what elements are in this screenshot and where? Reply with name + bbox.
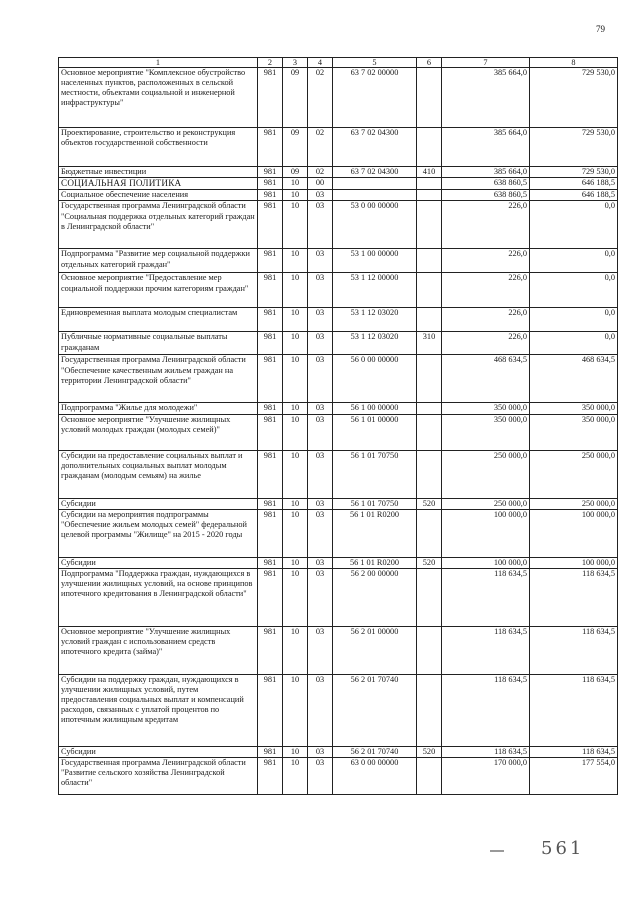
row-name: Публичные нормативные социальные выплаты гражданам [59,332,258,355]
row-code-subsection: 03 [308,201,333,249]
row-name: Государственная программа Ленинградской области "Обеспечение качественным жильем граждан на территории Ленинградской области" [59,355,258,403]
row-name: Основное мероприятие "Предоставление мер социальной поддержки прочим категориям граждан" [59,273,258,308]
row-name: Основное мероприятие "Комплексное обустройство населенных пунктов, расположенных в сельской местности, объектами социальной и инженерной инфраструктуры" [59,68,258,128]
row-code-target: 56 1 01 R0200 [333,509,417,557]
row-code-subsection: 03 [308,568,333,626]
row-code-ministry: 981 [258,68,283,128]
row-code-target: 56 2 01 70740 [333,746,417,757]
row-name: Государственная программа Ленинградской области "Развитие сельского хозяйства Ленинградской области" [59,757,258,794]
row-amount-year-1: 226,0 [442,249,530,273]
row-code-ministry: 981 [258,201,283,249]
row-code-subsection: 03 [308,403,333,414]
row-code-section: 09 [283,128,308,167]
row-code-section: 10 [283,450,308,498]
row-name: Бюджетные инвестиции [59,167,258,178]
table-row [59,355,618,403]
row-code-target: 63 7 02 00000 [333,68,417,128]
row-code-section: 10 [283,273,308,308]
table-row [59,68,618,128]
row-code-section: 10 [283,746,308,757]
row-code-subsection: 03 [308,498,333,509]
row-code-ministry: 981 [258,167,283,178]
row-code-target: 53 1 12 03020 [333,308,417,332]
header-col-8: 8 [530,58,618,68]
scan-mark [490,850,504,852]
row-code-expense-type [417,757,442,794]
table-row [59,414,618,450]
row-code-ministry: 981 [258,414,283,450]
row-code-expense-type [417,450,442,498]
row-code-subsection: 02 [308,128,333,167]
row-code-expense-type [417,674,442,746]
row-amount-year-2: 729 530,0 [530,68,618,128]
row-amount-year-2: 0,0 [530,273,618,308]
header-col-3: 3 [283,58,308,68]
row-code-section: 10 [283,568,308,626]
row-code-subsection: 03 [308,355,333,403]
row-code-expense-type [417,568,442,626]
row-name: Субсидии [59,746,258,757]
header-col-1: 1 [59,58,258,68]
row-code-ministry: 981 [258,178,283,190]
row-amount-year-2: 350 000,0 [530,403,618,414]
table-row [59,167,618,178]
row-code-subsection: 03 [308,249,333,273]
row-amount-year-2: 100 000,0 [530,509,618,557]
row-code-subsection: 03 [308,273,333,308]
row-amount-year-1: 385 664,0 [442,128,530,167]
row-code-section: 09 [283,167,308,178]
table-row [59,308,618,332]
row-code-ministry: 981 [258,498,283,509]
row-code-subsection: 03 [308,757,333,794]
row-name: Субсидии на поддержку граждан, нуждающихся в улучшении жилищных условий, путем предоставления социальных выплат и компенсаций расходов, связанных с уплатой процентов по ипотечным жилищным кредитам [59,674,258,746]
row-amount-year-1: 638 860,5 [442,190,530,201]
table-row [59,498,618,509]
header-col-4: 4 [308,58,333,68]
table-row [59,128,618,167]
row-code-expense-type: 520 [417,557,442,568]
table-row [59,557,618,568]
row-code-subsection: 03 [308,190,333,201]
header-col-5: 5 [333,58,417,68]
row-code-ministry: 981 [258,509,283,557]
row-name: Основное мероприятие "Улучшение жилищных условий граждан с использованием средств ипотечного кредита (займа)" [59,626,258,674]
row-name: Подпрограмма "Поддержка граждан, нуждающихся в улучшении жилищных условий, на основе принципов ипотечного кредитования в Ленинградской области" [59,568,258,626]
row-amount-year-2: 0,0 [530,308,618,332]
row-code-target: 56 2 01 70740 [333,674,417,746]
header-col-2: 2 [258,58,283,68]
row-name: Основное мероприятие "Улучшение жилищных условий молодых граждан (молодых семей)" [59,414,258,450]
row-code-section: 10 [283,414,308,450]
row-amount-year-1: 118 634,5 [442,746,530,757]
row-code-subsection: 03 [308,414,333,450]
row-code-ministry: 981 [258,674,283,746]
row-code-expense-type [417,273,442,308]
row-amount-year-2: 100 000,0 [530,557,618,568]
row-code-target: 53 1 12 03020 [333,332,417,355]
row-code-subsection: 02 [308,68,333,128]
row-name: Государственная программа Ленинградской области "Социальная поддержка отдельных категорий граждан в Ленинградской области" [59,201,258,249]
row-code-subsection: 03 [308,509,333,557]
row-name: Единовременная выплата молодым специалистам [59,308,258,332]
row-code-section: 10 [283,201,308,249]
row-code-target: 56 2 01 00000 [333,626,417,674]
row-code-subsection: 03 [308,674,333,746]
table-row [59,332,618,355]
row-code-expense-type: 310 [417,332,442,355]
row-code-subsection: 03 [308,308,333,332]
row-code-expense-type: 520 [417,746,442,757]
row-amount-year-1: 226,0 [442,308,530,332]
row-amount-year-1: 226,0 [442,273,530,308]
row-code-section: 10 [283,509,308,557]
row-code-expense-type [417,128,442,167]
header-col-6: 6 [417,58,442,68]
row-code-section: 10 [283,178,308,190]
row-amount-year-2: 250 000,0 [530,498,618,509]
table-row [59,190,618,201]
table-row [59,201,618,249]
row-code-ministry: 981 [258,308,283,332]
table-row [59,626,618,674]
row-amount-year-1: 385 664,0 [442,167,530,178]
row-code-ministry: 981 [258,403,283,414]
row-name: Субсидии [59,557,258,568]
row-code-target [333,178,417,190]
row-code-section: 10 [283,355,308,403]
row-code-subsection: 03 [308,626,333,674]
row-amount-year-2: 646 188,5 [530,190,618,201]
budget-table [58,57,618,795]
row-code-expense-type [417,626,442,674]
row-amount-year-1: 100 000,0 [442,557,530,568]
row-amount-year-2: 177 554,0 [530,757,618,794]
row-code-ministry: 981 [258,757,283,794]
row-name: Субсидии на предоставление социальных выплат и дополнительных социальных выплат молодым гражданам (молодым семьям) на жилье [59,450,258,498]
row-code-expense-type [417,509,442,557]
row-code-ministry: 981 [258,746,283,757]
row-amount-year-2: 118 634,5 [530,568,618,626]
row-code-section: 10 [283,626,308,674]
row-amount-year-2: 0,0 [530,249,618,273]
row-name: Подпрограмма "Развитие мер социальной поддержки отдельных категорий граждан" [59,249,258,273]
row-code-target [333,190,417,201]
row-amount-year-2: 0,0 [530,332,618,355]
row-amount-year-2: 0,0 [530,201,618,249]
page-number: 79 [596,24,605,34]
row-code-subsection: 03 [308,450,333,498]
row-code-target: 56 1 01 00000 [333,414,417,450]
row-code-section: 10 [283,674,308,746]
row-code-target: 63 7 02 04300 [333,128,417,167]
row-code-target: 56 2 00 00000 [333,568,417,626]
row-code-expense-type [417,249,442,273]
row-amount-year-1: 385 664,0 [442,68,530,128]
row-code-target: 56 1 01 70750 [333,450,417,498]
row-amount-year-2: 250 000,0 [530,450,618,498]
row-name: Субсидии на мероприятия подпрограммы "Обеспечение жильем молодых семей" федеральной целевой программы "Жилище" на 2015 - 2020 годы [59,509,258,557]
row-code-ministry: 981 [258,450,283,498]
row-code-expense-type [417,190,442,201]
row-amount-year-2: 118 634,5 [530,674,618,746]
row-code-ministry: 981 [258,273,283,308]
row-code-target: 53 0 00 00000 [333,201,417,249]
row-code-target: 63 7 02 04300 [333,167,417,178]
row-amount-year-2: 468 634,5 [530,355,618,403]
row-name: Проектирование, строительство и реконструкция объектов государственной собственности [59,128,258,167]
table-row [59,509,618,557]
row-code-subsection: 03 [308,746,333,757]
row-amount-year-2: 729 530,0 [530,167,618,178]
page-stamp: 561 [541,838,585,859]
row-code-ministry: 981 [258,332,283,355]
row-code-subsection: 03 [308,557,333,568]
table-row [59,674,618,746]
row-code-subsection: 03 [308,332,333,355]
table-body [59,68,618,795]
row-name: Подпрограмма "Жилье для молодежи" [59,403,258,414]
row-amount-year-2: 646 188,5 [530,178,618,190]
row-code-target: 56 1 01 70750 [333,498,417,509]
row-amount-year-2: 118 634,5 [530,746,618,757]
row-amount-year-1: 118 634,5 [442,674,530,746]
row-amount-year-1: 118 634,5 [442,568,530,626]
row-code-expense-type [417,68,442,128]
row-code-section: 09 [283,68,308,128]
row-code-subsection: 02 [308,167,333,178]
row-amount-year-1: 638 860,5 [442,178,530,190]
row-code-subsection: 00 [308,178,333,190]
row-amount-year-1: 118 634,5 [442,626,530,674]
row-code-section: 10 [283,332,308,355]
row-code-ministry: 981 [258,557,283,568]
table-header-row [59,58,618,68]
row-amount-year-1: 250 000,0 [442,498,530,509]
row-code-expense-type: 520 [417,498,442,509]
table-row [59,746,618,757]
row-code-target: 53 1 12 00000 [333,273,417,308]
row-amount-year-1: 226,0 [442,201,530,249]
row-code-expense-type [417,414,442,450]
row-amount-year-2: 118 634,5 [530,626,618,674]
table-row [59,178,618,190]
row-code-section: 10 [283,190,308,201]
row-code-section: 10 [283,308,308,332]
table-row [59,249,618,273]
row-amount-year-1: 100 000,0 [442,509,530,557]
row-code-ministry: 981 [258,355,283,403]
row-code-target: 53 1 00 00000 [333,249,417,273]
row-code-expense-type [417,403,442,414]
row-code-ministry: 981 [258,626,283,674]
row-code-ministry: 981 [258,568,283,626]
row-name: СОЦИАЛЬНАЯ ПОЛИТИКА [59,178,258,190]
row-code-section: 10 [283,757,308,794]
row-amount-year-1: 170 000,0 [442,757,530,794]
row-amount-year-1: 226,0 [442,332,530,355]
row-code-section: 10 [283,557,308,568]
row-code-section: 10 [283,249,308,273]
row-code-expense-type [417,355,442,403]
row-code-target: 63 0 00 00000 [333,757,417,794]
row-amount-year-1: 350 000,0 [442,403,530,414]
row-code-section: 10 [283,403,308,414]
row-code-section: 10 [283,498,308,509]
row-amount-year-2: 350 000,0 [530,414,618,450]
row-code-expense-type [417,201,442,249]
table-row [59,450,618,498]
row-code-target: 56 1 01 R0200 [333,557,417,568]
table-row [59,757,618,794]
row-amount-year-1: 250 000,0 [442,450,530,498]
row-amount-year-1: 350 000,0 [442,414,530,450]
row-name: Социальное обеспечение населения [59,190,258,201]
row-amount-year-1: 468 634,5 [442,355,530,403]
row-code-ministry: 981 [258,190,283,201]
table-row [59,568,618,626]
row-code-expense-type [417,308,442,332]
row-code-ministry: 981 [258,249,283,273]
table-row [59,273,618,308]
row-code-target: 56 0 00 00000 [333,355,417,403]
row-code-expense-type: 410 [417,167,442,178]
row-code-target: 56 1 00 00000 [333,403,417,414]
row-code-ministry: 981 [258,128,283,167]
row-amount-year-2: 729 530,0 [530,128,618,167]
row-code-expense-type [417,178,442,190]
header-col-7: 7 [442,58,530,68]
row-name: Субсидии [59,498,258,509]
table-row [59,403,618,414]
